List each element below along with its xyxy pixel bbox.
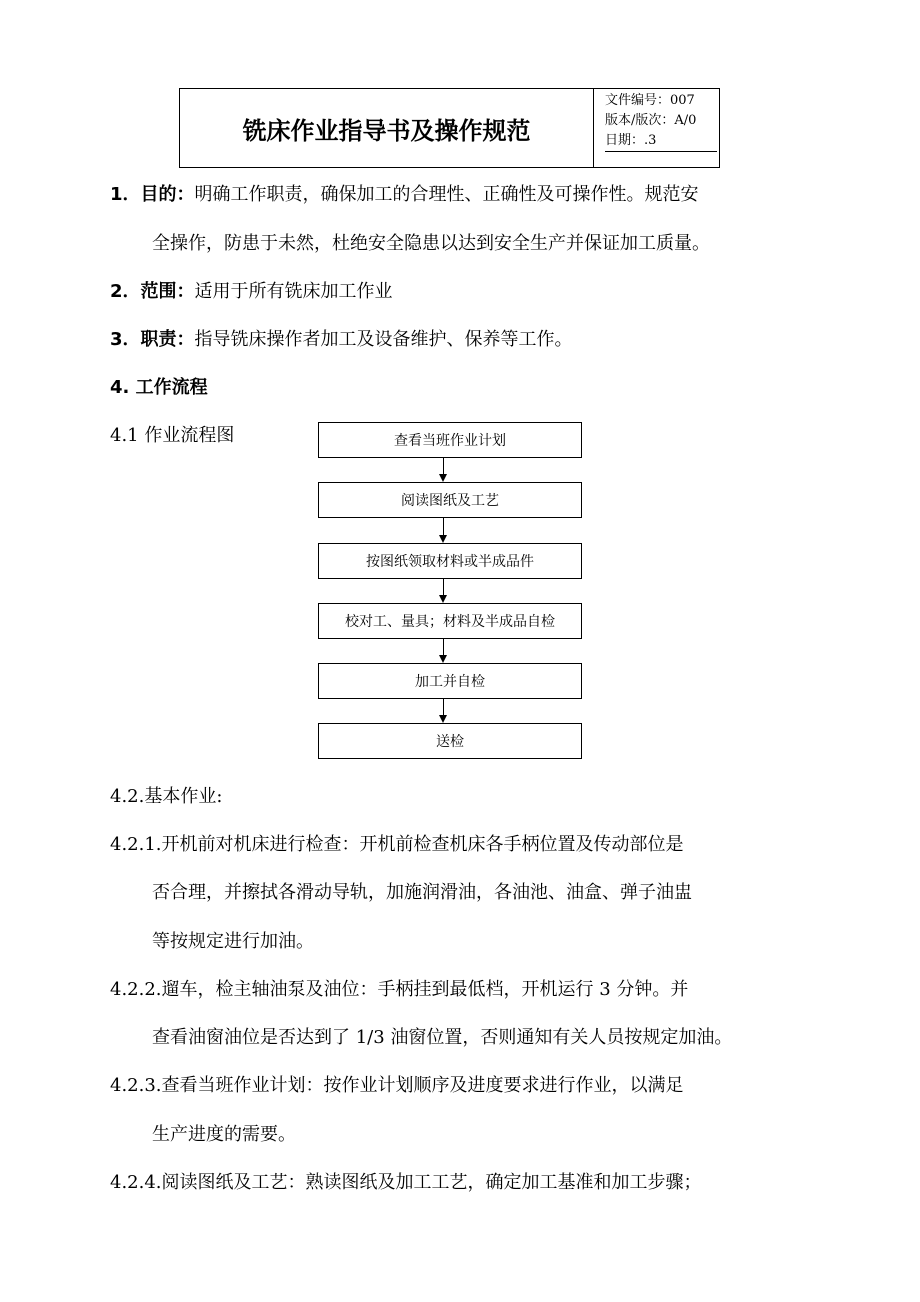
flow-arrowhead-1: [439, 474, 447, 482]
flow-arrow-4: [443, 639, 444, 655]
section-duty: 3．职责：指导铣床操作者加工及设备维护、保养等工作。: [110, 329, 573, 350]
section-scope: 2．范围：适用于所有铣床加工作业: [110, 281, 393, 302]
flow-arrow-3: [443, 579, 444, 595]
flow-arrow-2: [443, 518, 444, 535]
flow-step-2: 阅读图纸及工艺: [318, 482, 582, 518]
duty-text: 指导铣床操作者加工及设备维护、保养等工作。: [194, 329, 573, 350]
doc-number: 文件编号：007: [605, 93, 695, 108]
item-4-2-3-line1: 4.2.3.查看当班作业计划：按作业计划顺序及进度要求进行作业，以满足: [110, 1075, 684, 1096]
duty-label: 职责：: [140, 329, 195, 350]
scope-label: 范围：: [140, 281, 195, 302]
item-4-2-2-line2: 查看油窗油位是否达到了 1/3 油窗位置，否则通知有关人员按规定加油。: [152, 1027, 733, 1048]
item-4-2-1-line2: 否合理，并擦拭各滑动导轨，加施润滑油，各油池、油盒、弹子油盅: [152, 882, 692, 903]
flow-arrowhead-4: [439, 655, 447, 663]
doc-date: 日期：.3: [605, 131, 717, 152]
purpose-text-cont: 全操作，防患于未然，杜绝安全隐患以达到安全生产并保证加工质量。: [152, 233, 710, 254]
flow-step-5: 加工并自检: [318, 663, 582, 699]
item-4-2-4-line1: 4.2.4.阅读图纸及工艺：熟读图纸及加工工艺，确定加工基准和加工步骤；: [110, 1172, 702, 1193]
document-header: [179, 88, 720, 168]
doc-version: 版本/版次：A/0: [605, 113, 697, 128]
item-4-2-1-line1: 4.2.1.开机前对机床进行检查：开机前检查机床各手柄位置及传动部位是: [110, 834, 684, 855]
purpose-text: 明确工作职责，确保加工的合理性、正确性及可操作性。规范安: [194, 184, 699, 205]
document-title: 铣床作业指导书及操作规范: [180, 89, 594, 167]
flow-step-6: 送检: [318, 723, 582, 759]
flow-step-3: 按图纸领取材料或半成品件: [318, 543, 582, 579]
item-4-2-2-line1: 4.2.2.遛车，检主轴油泵及油位：手柄挂到最低档，开机运行 3 分钟。并: [110, 979, 689, 1000]
item-4-2-3-line2: 生产进度的需要。: [152, 1124, 296, 1145]
scope-text: 适用于所有铣床加工作业: [194, 281, 393, 302]
section-purpose: 1．目的：明确工作职责，确保加工的合理性、正确性及可操作性。规范安: [110, 184, 699, 205]
flow-arrow-5: [443, 699, 444, 715]
flow-arrowhead-5: [439, 715, 447, 723]
document-meta: [605, 91, 717, 152]
flowchart-label: 4.1 作业流程图: [110, 425, 235, 446]
basic-ops-heading: 4.2.基本作业:: [110, 786, 223, 807]
flow-step-4: 校对工、量具；材料及半成品自检: [318, 603, 582, 639]
item-4-2-1-line3: 等按规定进行加油。: [152, 931, 314, 952]
flow-arrow-1: [443, 458, 444, 474]
flow-arrowhead-3: [439, 595, 447, 603]
section-workflow-heading: 4. 工作流程: [110, 377, 208, 398]
flow-arrowhead-2: [439, 535, 447, 543]
purpose-label: 目的：: [140, 184, 195, 205]
flow-step-1: 查看当班作业计划: [318, 422, 582, 458]
